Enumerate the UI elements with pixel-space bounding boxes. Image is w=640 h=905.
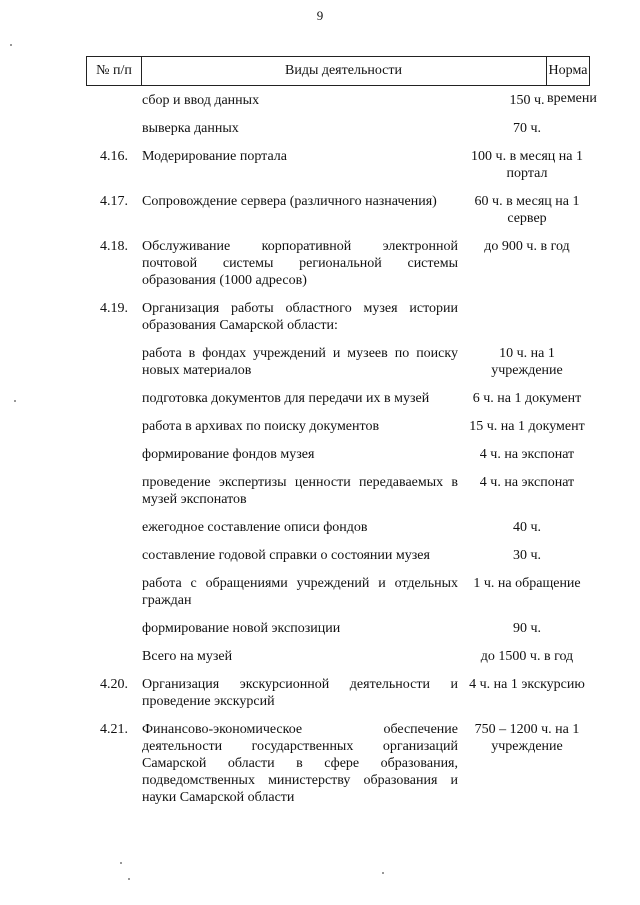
- table-row: [0, 620, 640, 637]
- table-row: [0, 575, 640, 609]
- row-activity: выверка данных: [142, 121, 239, 136]
- table-row: [0, 92, 640, 109]
- row-activity: подготовка документов для передачи их в музей: [142, 391, 430, 406]
- row-number: 4.18.: [100, 239, 128, 254]
- table-row: [0, 547, 640, 564]
- row-norm: 150 ч.: [509, 93, 545, 108]
- row-activity: Финансово-экономическое обеспечение деятельности государственных организаций Самарской области в сфере образования, подведомственных министерству образования и науки Самарской области: [142, 722, 458, 805]
- row-number: [86, 575, 128, 609]
- row-norm: 30 ч.: [512, 548, 542, 563]
- row-norm: 90 ч.: [512, 621, 542, 636]
- row-activity: составление годовой справки о состоянии музея: [142, 548, 430, 563]
- row-activity: проведение экспертизы ценности передаваемых в музей экспонатов: [142, 475, 458, 507]
- row-activity: ежегодное составление описи фондов: [142, 520, 368, 535]
- row-number: [86, 474, 128, 508]
- table-row: [0, 345, 640, 379]
- scan-speck: [14, 400, 16, 402]
- row-number: 4.16.: [100, 149, 128, 164]
- row-activity: формирование фондов музея: [142, 447, 315, 462]
- scan-speck: [10, 44, 12, 46]
- row-norm: 1 ч. на обращение: [473, 576, 581, 591]
- table-row: [0, 474, 640, 508]
- row-norm: 100 ч. в месяц на 1 портал: [471, 149, 583, 181]
- scan-speck: [128, 878, 130, 880]
- row-number: 4.20.: [100, 677, 128, 692]
- header-activity: Виды деятельности: [141, 57, 547, 85]
- header-number: № п/п: [87, 57, 142, 85]
- table-row: [0, 418, 640, 435]
- row-norm: 4 ч. на экспонат: [479, 447, 575, 462]
- row-number: [86, 390, 128, 407]
- row-number: [86, 418, 128, 435]
- table-row: [0, 238, 640, 289]
- table-row: [0, 390, 640, 407]
- row-norm: 70 ч.: [512, 121, 542, 136]
- row-number: [86, 446, 128, 463]
- row-number: [86, 120, 128, 137]
- row-activity: Всего на музей: [142, 649, 233, 664]
- row-norm: 40 ч.: [512, 520, 542, 535]
- row-norm: 15 ч. на 1 документ: [469, 419, 585, 434]
- row-norm: 4 ч. на экспонат: [479, 475, 575, 490]
- row-number: [86, 519, 128, 536]
- table-row: [0, 193, 640, 227]
- row-number: 4.21.: [100, 722, 128, 737]
- scan-speck: [382, 872, 384, 874]
- row-norm: 4 ч. на 1 экскурсию: [469, 677, 585, 692]
- row-number: [86, 547, 128, 564]
- table-body: [0, 92, 640, 817]
- row-activity: Сопровождение сервера (различного назначения): [142, 194, 437, 209]
- row-norm: 750 – 1200 ч. на 1 учреждение: [474, 722, 580, 754]
- row-norm: до 1500 ч. в год: [480, 649, 574, 664]
- row-activity: Организация работы областного музея истории образования Самарской области:: [142, 301, 458, 333]
- page-number: 9: [316, 8, 324, 23]
- row-number: 4.19.: [100, 301, 128, 316]
- row-activity: формирование новой экспозиции: [142, 621, 341, 636]
- scan-speck: [120, 862, 122, 864]
- row-number: [86, 648, 128, 665]
- table-row: [0, 721, 640, 806]
- row-activity: Обслуживание корпоративной электронной почтовой системы региональной системы образования (1000 адресов): [142, 239, 458, 288]
- table-row: [0, 648, 640, 665]
- table-row: [0, 519, 640, 536]
- row-number: 4.17.: [100, 194, 128, 209]
- row-activity: Модерирование портала: [142, 149, 287, 164]
- row-norm: 10 ч. на 1 учреждение: [491, 346, 563, 378]
- row-activity: работа с обращениями учреждений и отдельных граждан: [142, 576, 458, 608]
- table-row: [0, 676, 640, 710]
- row-number: [86, 345, 128, 379]
- row-norm: 6 ч. на 1 документ: [472, 391, 582, 406]
- table-row: [0, 120, 640, 137]
- row-number: [86, 92, 128, 109]
- header-norm: Норма времени: [547, 63, 597, 106]
- row-activity: сбор и ввод данных: [142, 93, 260, 108]
- row-norm: 60 ч. в месяц на 1 сервер: [474, 194, 580, 226]
- row-number: [86, 620, 128, 637]
- row-activity: Организация экскурсионной деятельности и проведение экскурсий: [142, 677, 458, 709]
- table-row: [0, 148, 640, 182]
- row-norm: до 900 ч. в год: [484, 239, 570, 254]
- row-activity: работа в фондах учреждений и музеев по поиску новых материалов: [142, 346, 458, 378]
- row-norm: [466, 300, 588, 334]
- table-row: [0, 300, 640, 334]
- row-activity: работа в архивах по поиску документов: [142, 419, 380, 434]
- table-row: [0, 446, 640, 463]
